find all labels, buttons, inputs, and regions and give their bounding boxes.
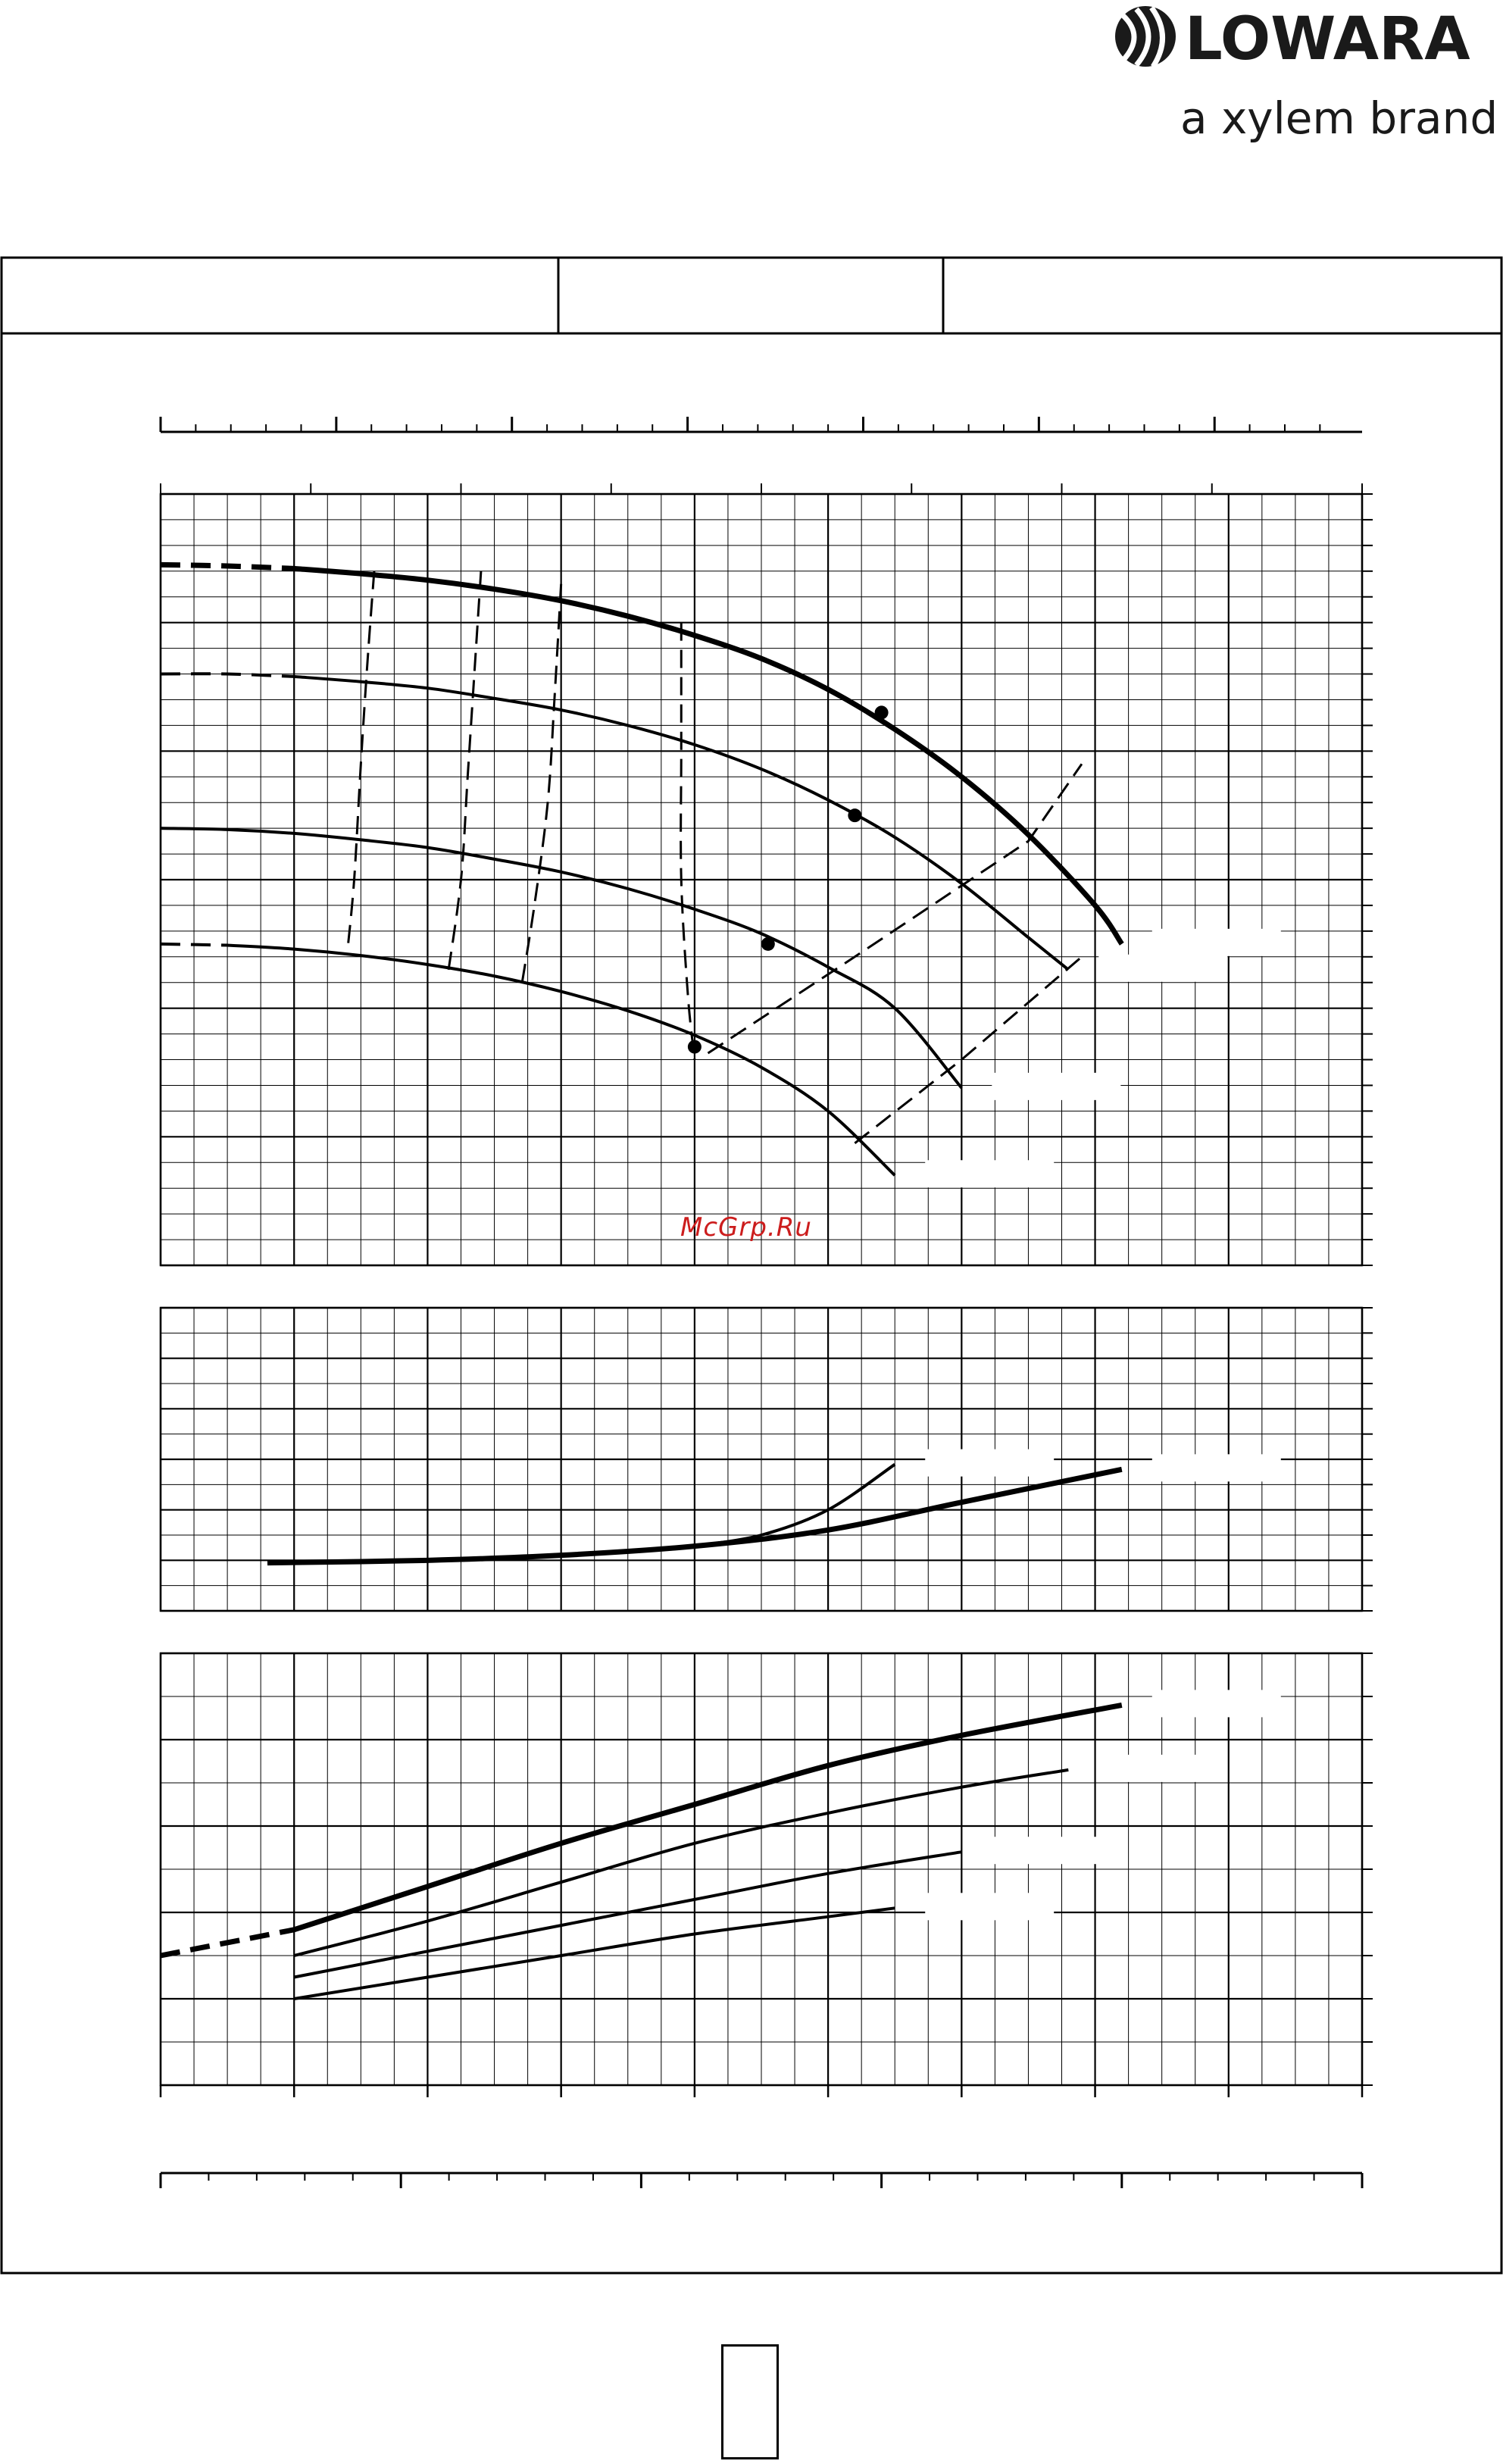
series-point xyxy=(848,808,861,822)
top-secondary-axis xyxy=(161,417,1362,494)
series-label-plate xyxy=(992,1837,1120,1864)
series-line xyxy=(294,568,1122,943)
iso-efficiency-line xyxy=(681,623,695,1060)
series-label-plate xyxy=(925,1160,1054,1187)
series-line xyxy=(294,1770,1068,1956)
iso-efficiency-line xyxy=(521,584,561,989)
series-label-plate xyxy=(992,1073,1120,1100)
watermark: McGrp.Ru xyxy=(680,1212,812,1243)
series-line-dashed xyxy=(161,944,227,946)
brand-name: LOWARA xyxy=(1185,5,1470,73)
series-label-plate xyxy=(1098,955,1227,982)
series-point xyxy=(761,937,775,951)
series-line-dashed xyxy=(161,564,294,568)
series-label-plate xyxy=(925,1893,1054,1920)
series-label-plate xyxy=(1098,1755,1227,1782)
npsh-chart xyxy=(161,1308,1373,1611)
series-label-plate xyxy=(1152,1690,1281,1717)
series-label-plate xyxy=(1152,1454,1281,1481)
series-point xyxy=(875,705,889,719)
brand-tagline: a xylem brand xyxy=(1180,92,1498,144)
power-chart xyxy=(161,1653,1373,2085)
page-number-box xyxy=(721,2344,779,2459)
iso-efficiency-line xyxy=(448,571,481,976)
series-point xyxy=(688,1040,702,1054)
series-label-plate xyxy=(1152,929,1281,956)
bottom-secondary-axis xyxy=(161,2085,1362,2188)
head-chart xyxy=(161,494,1373,1265)
efficiency-envelope-line xyxy=(855,957,1082,1143)
series-label-plate xyxy=(925,1449,1054,1477)
